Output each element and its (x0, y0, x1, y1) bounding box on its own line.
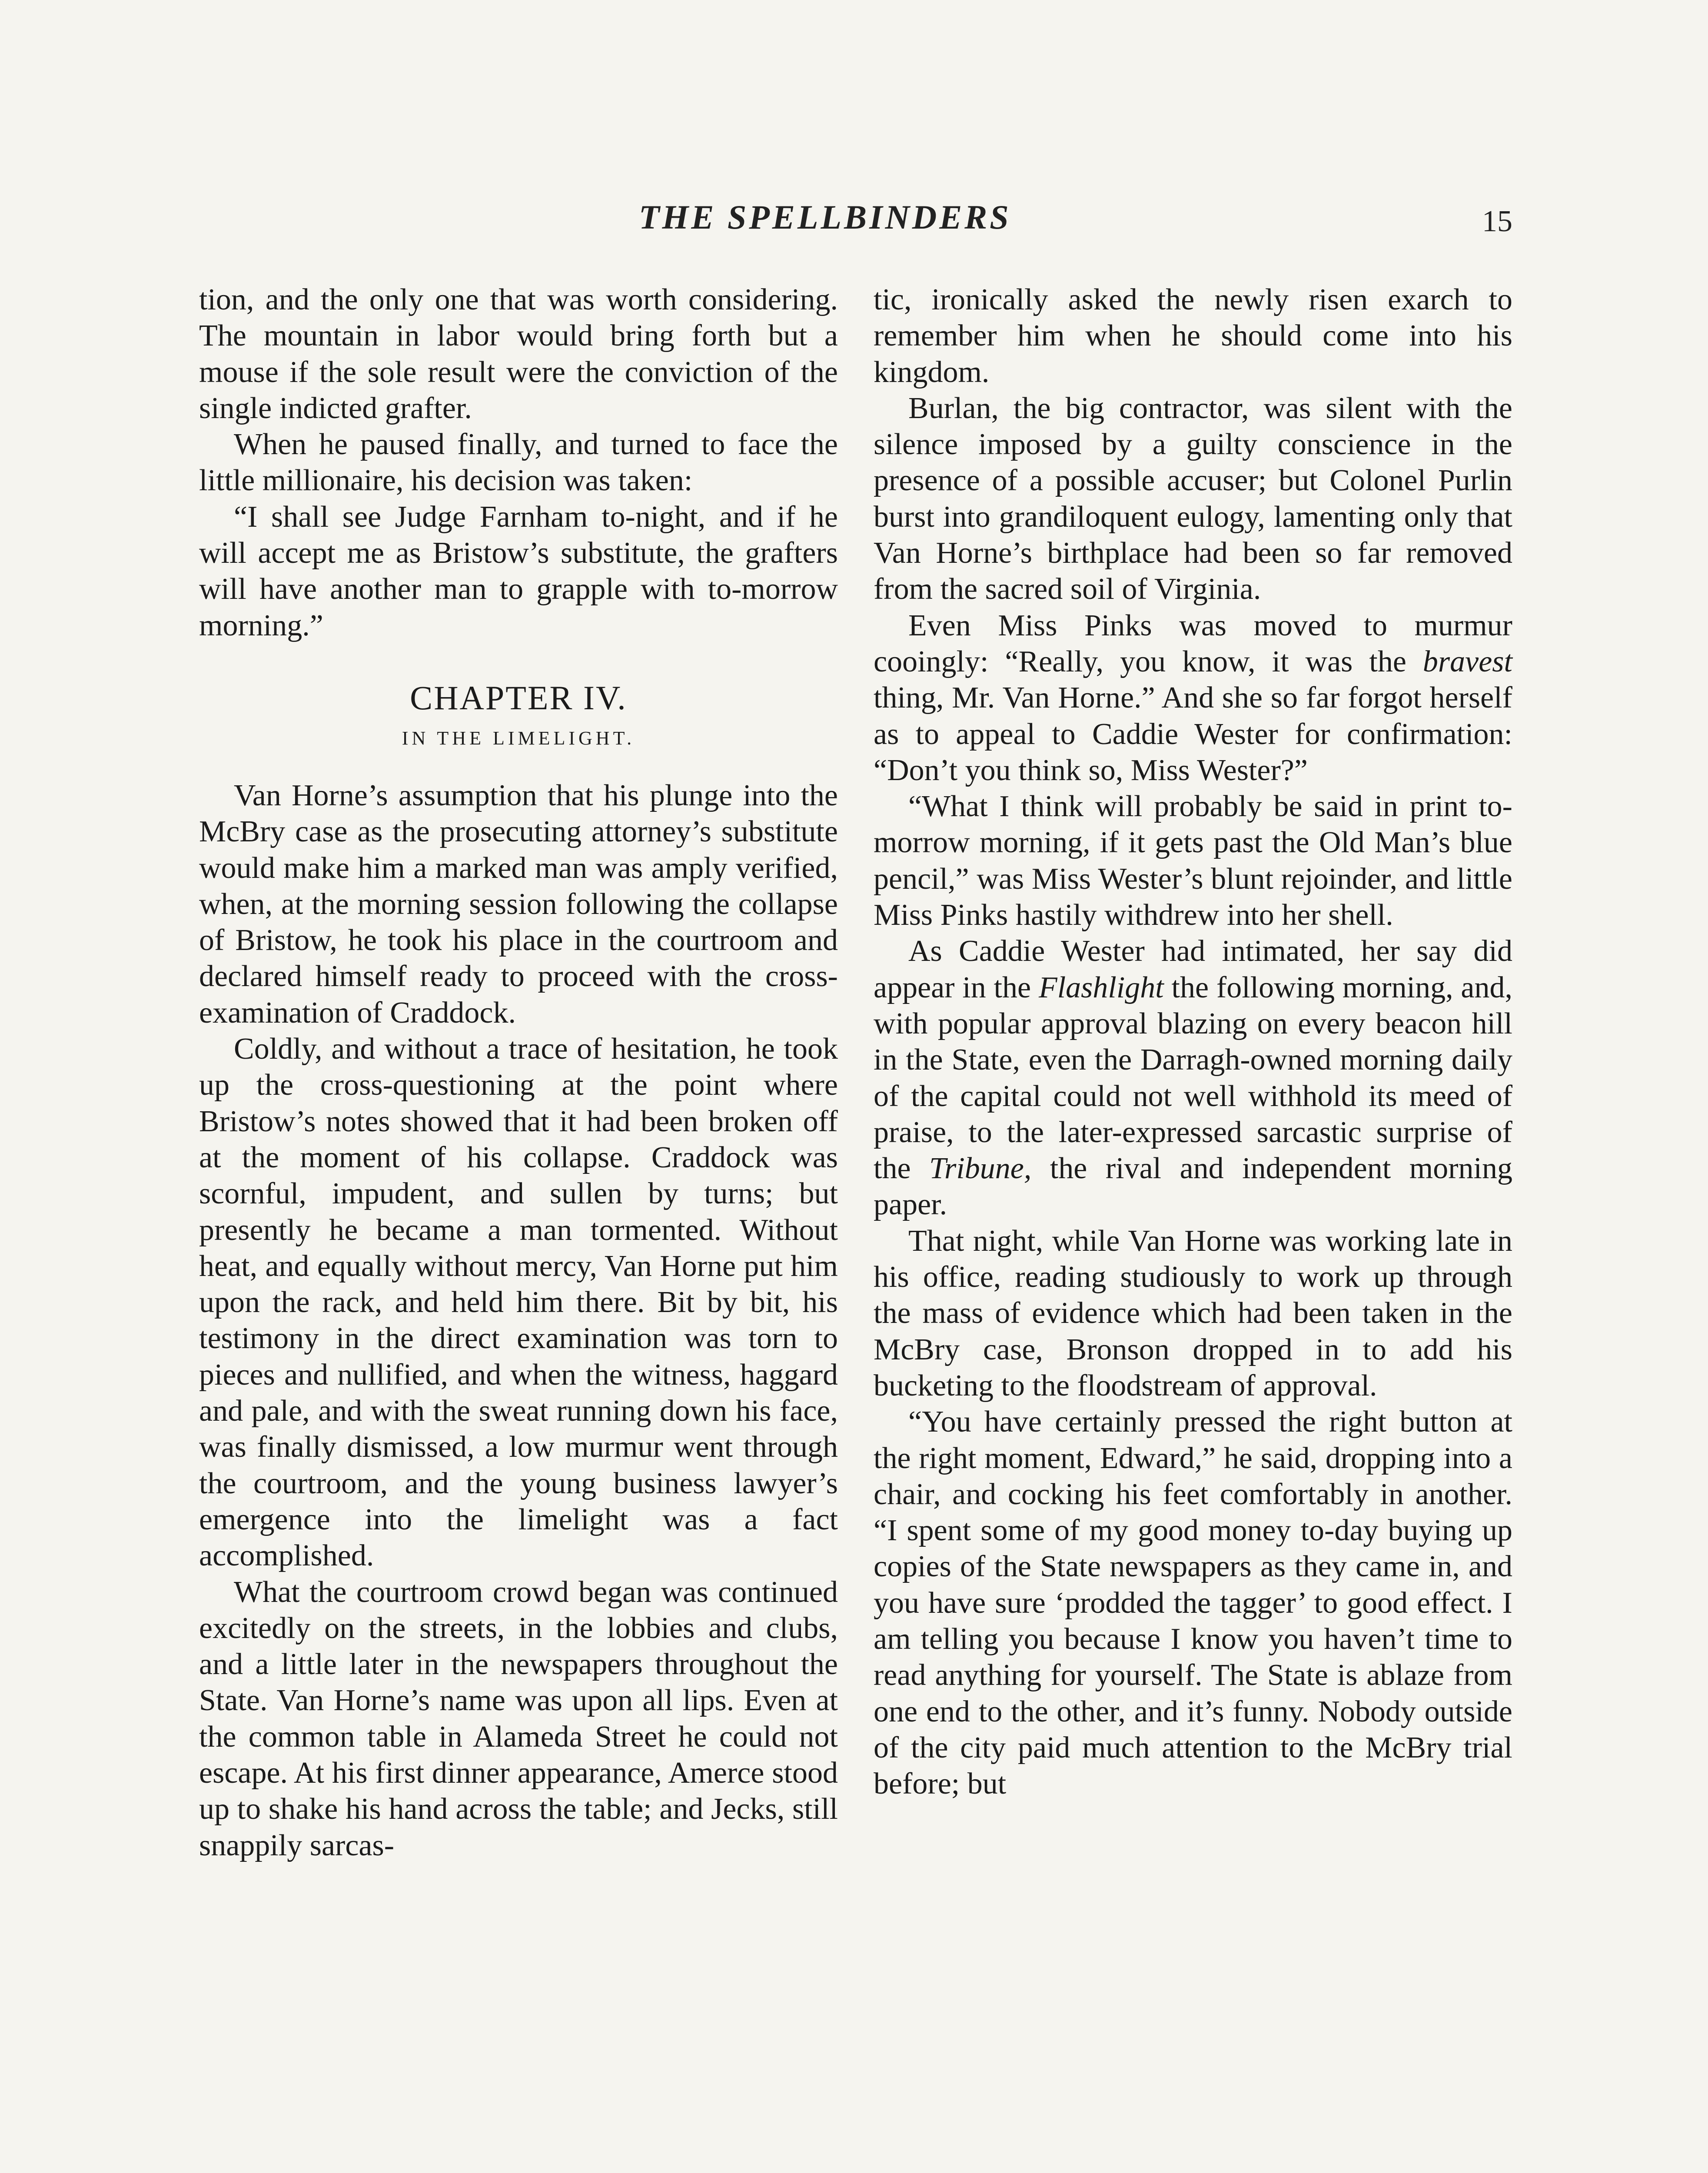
text-run: the following morning, and, with popular approval blazing on every beacon hill in the State, even the Darragh-owned morning daily of the capital could not well withhold its meed of praise, to the later-expressed sarcastic surprise of the (874, 970, 1512, 1186)
page-number: 15 (1482, 205, 1512, 238)
chapter-title: CHAPTER IV. (410, 678, 627, 717)
right-column (874, 282, 1512, 1802)
paragraph: What the courtroom crowd began was continued excitedly on the streets, in the lobbies and clubs, and a little later in the newspapers throughout the State. Van Horne’s name was upon all lips. Even at the common table in Alameda Street he could not escape. At his first dinner appearance, Amerce stood up to shake his hand across the table; and Jecks, still snappily sarcas- (199, 1575, 838, 1862)
text-run: Even Miss Pinks was moved to murmur cooingly: “Really, you know, it was the (874, 608, 1512, 678)
paragraph: Van Horne’s assumption that his plunge into the McBry case as the prosecuting attorney’s substitute would make him a marked man was amply verified, when, at the morning session following the collapse of Bristow, he took his place in the courtroom and declared himself ready to proceed with the cross-examination of Craddock. (199, 778, 838, 1030)
paragraph: “You have certainly pressed the right button at the right moment, Edward,” he said, dropping into a chair, and cocking his feet comfortably in another. “I spent some of my good money to-day buying up copies of the State newspapers as they came in, and you have sure ‘prodded the tagger’ to good effect. I am telling you because I know you haven’t time to read anything for yourself. The State is ablaze from one end to the other, and it’s funny. Nobody outside of the city paid much attention to the McBry trial before; but (874, 1405, 1512, 1801)
left-column (199, 282, 838, 1864)
italic-text: bravest (1422, 645, 1512, 678)
paragraph: When he paused finally, and turned to face the little millionaire, his decision was taken: (199, 428, 838, 498)
paragraph: Burlan, the big contractor, was silent with the silence imposed by a guilty conscience in the presence of a possible accuser; but Colonel Purlin burst into grandiloquent eulogy, lamenting only that Van Horne’s birthplace had been so far removed from the sacred soil of Virginia. (874, 391, 1512, 606)
text-run: thing, Mr. Van Horne.” And she so far forgot herself as to appeal to Caddie Wester for confirmation: “Don’t you think so, Miss Wester?” (874, 681, 1512, 787)
running-title: THE SPELLBINDERS (639, 198, 1011, 236)
paragraph: Coldly, and without a trace of hesitation, he took up the cross-questioning at the point where Bristow’s notes showed that it had been broken off at the moment of his collapse. Craddock was scornful, impudent, and sullen by turns; but presently he became a man tormented. Without heat, and equally without mercy, Van Horne put him upon the rack, and held him there. Bit by bit, his testimony in the direct examination was torn to pieces and nullified, and when the witness, haggard and pale, and with the sweat running down his face, was finally dismissed, a low murmur went through the courtroom, and the young business lawyer’s emergence into the limelight was a fact accomplished. (199, 1032, 838, 1573)
italic-text: Flashlight (1038, 970, 1164, 1004)
paragraph (874, 933, 1512, 1223)
italic-text: Tribune, (929, 1152, 1032, 1186)
chapter-subtitle: IN THE LIMELIGHT. (402, 727, 635, 749)
paragraph: tic, ironically asked the newly risen exarch to remember him when he should come into his kingdom. (874, 283, 1512, 389)
paragraph (874, 608, 1512, 788)
text-run: As Caddie Wester had intimated, her say did appear in the (874, 934, 1512, 1004)
paragraph: “What I think will probably be said in print to-morrow morning, if it gets past the Old Man’s blue pencil,” was Miss Wester’s blunt rejoinder, and little Miss Pinks hastily withdrew into her shell. (874, 790, 1512, 932)
paragraph: That night, while Van Horne was working late in his office, reading studiously to work up through the mass of evidence which had been taken in the McBry case, Bronson dropped in to add his bucketing to the floodstream of approval. (874, 1224, 1512, 1402)
text-run: the rival and independent morning paper. (874, 1152, 1512, 1222)
paragraph: “I shall see Judge Farnham to-night, and if he will accept me as Bristow’s substitute, the grafters will have another man to grapple with to-morrow morning.” (199, 500, 838, 642)
paragraph: tion, and the only one that was worth considering. The mountain in labor would bring forth but a mouse if the sole result were the conviction of the single indicted grafter. (199, 283, 838, 425)
